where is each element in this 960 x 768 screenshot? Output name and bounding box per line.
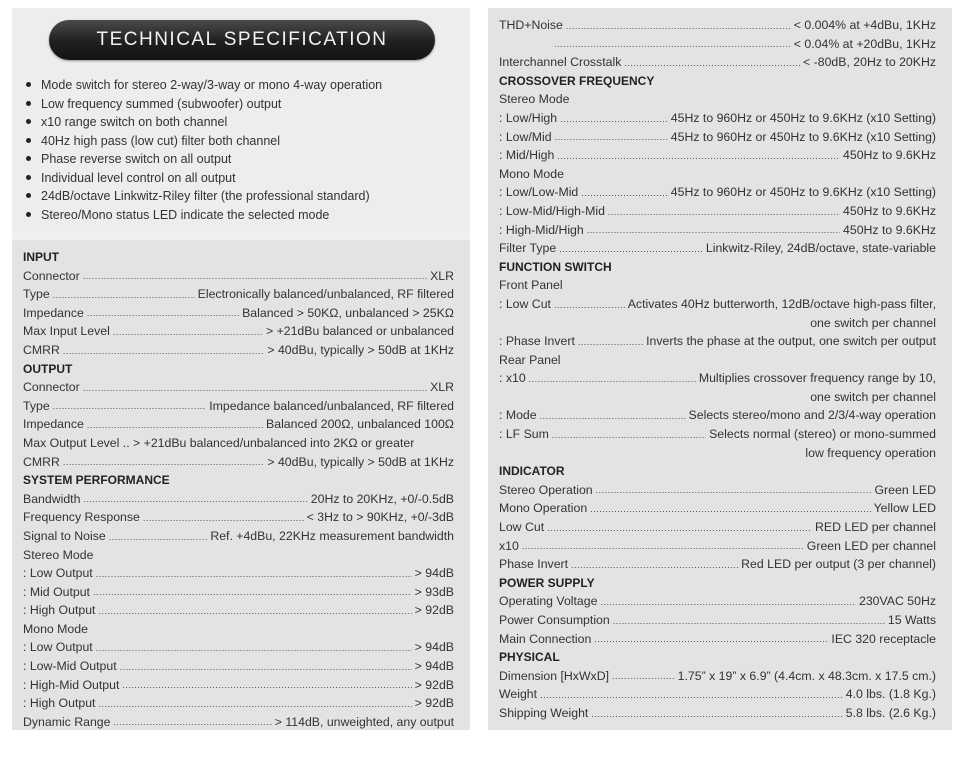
spec-value: < 3Hz to > 90KHz, +0/-3dB — [306, 510, 454, 525]
spec-continuation — [499, 388, 936, 407]
bullet-icon — [26, 119, 31, 124]
spec-row — [23, 676, 454, 695]
spec-label: Main Connection — [499, 631, 592, 646]
spec-row — [23, 657, 454, 676]
spec-row — [499, 555, 936, 574]
spec-label: Type — [23, 398, 50, 413]
spec-row — [23, 341, 454, 360]
spec-label: : LF Sum — [499, 427, 549, 442]
section-heading: CROSSOVER FREQUENCY — [499, 73, 655, 88]
spec-value: Green LED per channel — [806, 538, 936, 553]
section-heading: PHYSICAL — [499, 650, 560, 665]
spec-value: > 114dB, unweighted, any output — [274, 714, 454, 729]
bullet-icon — [26, 156, 31, 161]
section-heading: OUTPUT — [23, 361, 73, 376]
spec-value: < -80dB, 20Hz to 20KHz — [803, 55, 936, 70]
dot-leader — [87, 304, 239, 323]
feature-text: Individual level control on all output — [41, 170, 236, 185]
dot-leader — [596, 481, 872, 500]
dot-leader — [83, 378, 427, 397]
spec-row — [23, 490, 454, 509]
dot-leader — [143, 508, 304, 527]
spec-row — [23, 304, 454, 323]
spec-label: : Low-Mid/High-Mid — [499, 203, 605, 218]
dot-leader — [63, 341, 264, 360]
feature-item — [26, 95, 382, 114]
dot-leader — [522, 537, 804, 556]
spec-label: Rear Panel — [499, 352, 561, 367]
spec-value: low frequency operation — [805, 445, 936, 460]
dot-leader — [96, 638, 412, 657]
spec-value: Linkwitz-Riley, 24dB/octave, state-variable — [705, 241, 936, 256]
spec-label: Dimension [HxWxD] — [499, 668, 610, 683]
spec-row — [499, 704, 936, 723]
spec-label: Max Input Level — [23, 324, 110, 339]
dot-leader — [109, 527, 208, 546]
dot-leader — [594, 630, 828, 649]
spec-value: > 94dB — [414, 640, 454, 655]
spec-value: > 40dBu, typically > 50dB at 1KHz — [267, 454, 454, 469]
spec-row — [499, 35, 936, 54]
spec-value: 450Hz to 9.6KHz — [843, 203, 936, 218]
spec-value: Electronically balanced/unbalanced, RF filtered — [197, 287, 454, 302]
spec-row — [499, 16, 936, 35]
spec-row — [23, 285, 454, 304]
spec-value: Selects stereo/mono and 2/3/4-way operation — [688, 408, 936, 423]
spec-row — [499, 109, 936, 128]
spec-label: Shipping Weight — [499, 705, 589, 720]
dot-leader — [98, 601, 411, 620]
spec-row — [23, 638, 454, 657]
spec-row — [499, 221, 936, 240]
spec-row — [499, 53, 936, 72]
spec-row — [499, 518, 936, 537]
spec-label: Connector — [23, 380, 80, 395]
spec-label: : High-Mid Output — [23, 677, 120, 692]
dot-leader — [559, 239, 703, 258]
spec-panel-left — [12, 240, 470, 730]
dot-leader — [113, 322, 263, 341]
spec-label: CMRR — [23, 342, 60, 357]
spec-label: : Low Cut — [499, 296, 551, 311]
spec-panel-right — [488, 8, 952, 730]
spec-value: Yellow LED — [873, 501, 936, 516]
spec-label: Front Panel — [499, 278, 563, 293]
dot-leader — [613, 611, 885, 630]
dot-leader — [571, 555, 738, 574]
spec-row — [23, 527, 454, 546]
spec-value: < 0.04% at +20dBu, 1KHz — [793, 36, 936, 51]
spec-label: Max Output Level .. > +21dBu balanced/unbalanced into 2KΩ or greater — [23, 435, 415, 450]
spec-continuation — [499, 314, 936, 333]
page-title: TECHNICAL SPECIFICATION — [49, 20, 435, 60]
spec-row — [499, 369, 936, 388]
dot-leader — [600, 592, 856, 611]
spec-value: 45Hz to 960Hz or 450Hz to 9.6KHz (x10 Setting) — [670, 129, 936, 144]
feature-item — [26, 113, 382, 132]
spec-label: : High Output — [23, 603, 96, 618]
spec-row — [23, 601, 454, 620]
spec-label: Bandwidth — [23, 491, 81, 506]
spec-label: Mono Operation — [499, 501, 588, 516]
spec-value: 5.8 lbs. (2.6 Kg.) — [845, 705, 936, 720]
feature-item — [26, 187, 382, 206]
feature-list — [26, 76, 382, 224]
spec-label: : Mid/High — [499, 148, 555, 163]
section-heading: INDICATOR — [499, 464, 565, 479]
dot-leader — [93, 583, 412, 602]
dot-leader — [53, 397, 207, 416]
feature-item — [26, 76, 382, 95]
section-heading: POWER SUPPLY — [499, 575, 595, 590]
spec-row — [23, 415, 454, 434]
feature-text: x10 range switch on both channel — [41, 115, 228, 129]
feature-item — [26, 206, 382, 225]
dot-leader — [587, 221, 840, 240]
spec-row — [23, 713, 454, 732]
spec-rows-left — [23, 248, 454, 731]
spec-row — [23, 453, 454, 472]
feature-text: Mode switch for stereo 2-way/3-way or mono 4-way operation — [41, 78, 383, 92]
spec-value: Balanced 200Ω, unbalanced 100Ω — [266, 417, 454, 432]
spec-label: Connector — [23, 268, 80, 283]
spec-value: Multiplies crossover frequency range by 10, — [698, 371, 936, 386]
features-box — [12, 8, 470, 232]
dot-leader — [547, 518, 812, 537]
spec-subheading — [23, 546, 454, 565]
spec-value: 1.75” x 19” x 6.9” (4.4cm. x 48.3cm. x 17.5 cm.) — [677, 668, 936, 683]
spec-row — [499, 592, 936, 611]
spec-row — [499, 202, 936, 221]
spec-label: : Low/Mid — [499, 129, 552, 144]
dot-leader — [554, 35, 791, 54]
dot-leader — [578, 332, 643, 351]
dot-leader — [63, 453, 264, 472]
spec-value: Impedance balanced/unbalanced, RF filtered — [209, 398, 454, 413]
spec-value: > 92dB — [414, 603, 454, 618]
spec-subheading — [23, 434, 454, 453]
spec-label: Phase Invert — [499, 557, 569, 572]
spec-value: 230VAC 50Hz — [858, 594, 936, 609]
spec-value: > 93dB — [414, 584, 454, 599]
spec-label: : Low/High — [499, 110, 558, 125]
spec-row — [499, 406, 936, 425]
spec-label: x10 — [499, 538, 519, 553]
dot-leader — [540, 406, 686, 425]
spec-label: Filter Type — [499, 241, 557, 256]
spec-label: Type — [23, 287, 50, 302]
spec-row — [23, 508, 454, 527]
spec-value: > 92dB — [414, 677, 454, 692]
spec-row — [23, 378, 454, 397]
spec-value: Activates 40Hz butterworth, 12dB/octave high-pass filter, — [627, 296, 936, 311]
spec-row — [23, 583, 454, 602]
dot-leader — [555, 128, 668, 147]
left-column — [12, 8, 470, 730]
spec-label: : Low-Mid Output — [23, 659, 117, 674]
bullet-icon — [26, 82, 31, 87]
spec-row — [499, 667, 936, 686]
dot-leader — [98, 694, 411, 713]
spec-row — [23, 322, 454, 341]
dot-leader — [624, 53, 800, 72]
bullet-icon — [26, 138, 31, 143]
spec-label: Operating Voltage — [499, 594, 598, 609]
spec-row — [499, 630, 936, 649]
spec-value: 20Hz to 20KHz, +0/-0.5dB — [310, 491, 454, 506]
section-heading: INPUT — [23, 250, 59, 264]
spec-label: : Low Output — [23, 566, 93, 581]
spec-value: IEC 320 receptacle — [831, 631, 936, 646]
dot-leader — [53, 285, 195, 304]
spec-value: XLR — [430, 268, 454, 283]
dot-leader — [566, 16, 791, 35]
spec-label: : High Output — [23, 696, 96, 711]
section-heading: SYSTEM PERFORMANCE — [23, 473, 170, 488]
spec-label: Stereo Operation — [499, 482, 593, 497]
spec-subheading — [499, 276, 936, 295]
spec-value: > 94dB — [414, 566, 454, 581]
spec-label: Interchannel Crosstalk — [499, 55, 622, 70]
spec-label: Stereo Mode — [23, 547, 94, 562]
spec-label: Frequency Response — [23, 510, 140, 525]
dot-leader — [590, 499, 870, 518]
spec-row — [499, 146, 936, 165]
spec-value: 45Hz to 960Hz or 450Hz to 9.6KHz (x10 Setting) — [670, 110, 936, 125]
spec-row — [499, 537, 936, 556]
spec-value: Ref. +4dBu, 22KHz measurement bandwidth — [210, 528, 454, 543]
spec-label: : Mid Output — [23, 584, 90, 599]
spec-value: Red LED per output (3 per channel) — [741, 557, 936, 572]
dot-leader — [557, 146, 840, 165]
spec-value: 450Hz to 9.6KHz — [843, 222, 936, 237]
dot-leader — [120, 657, 412, 676]
section-heading: FUNCTION SWITCH — [499, 259, 612, 274]
spec-continuation — [499, 444, 936, 463]
spec-label: Signal to Noise — [23, 528, 106, 543]
dot-leader — [83, 490, 307, 509]
spec-subheading — [499, 351, 936, 370]
spec-label: THD+Noise — [499, 18, 563, 32]
spec-row — [23, 397, 454, 416]
spec-label: Power Consumption — [499, 613, 610, 627]
spec-label: : Low/Low-Mid — [499, 185, 579, 200]
feature-text: Stereo/Mono status LED indicate the selected mode — [41, 207, 330, 222]
spec-label: Weight — [499, 687, 538, 702]
dot-leader — [554, 295, 625, 314]
spec-row — [499, 425, 936, 444]
dot-leader — [529, 369, 696, 388]
spec-label: Impedance — [23, 305, 84, 320]
dot-leader — [96, 564, 412, 583]
spec-label: Mono Mode — [499, 166, 564, 181]
spec-value: 15 Watts — [887, 613, 936, 627]
dot-leader — [581, 183, 668, 202]
dot-leader — [608, 202, 840, 221]
spec-value: 4.0 lbs. (1.8 Kg.) — [845, 687, 936, 702]
bullet-icon — [26, 212, 31, 217]
spec-row — [499, 499, 936, 518]
spec-rows-right — [499, 16, 936, 723]
dot-leader — [560, 109, 668, 128]
spec-label: Mono Mode — [23, 621, 88, 636]
spec-row — [499, 128, 936, 147]
spec-row — [499, 239, 936, 258]
feature-item — [26, 169, 382, 188]
spec-value: > 92dB — [414, 696, 454, 711]
spec-label: : Mode — [499, 408, 537, 423]
spec-label: Low Cut — [499, 520, 545, 535]
dot-leader — [122, 676, 411, 695]
spec-label: : x10 — [499, 371, 526, 386]
spec-row — [499, 481, 936, 500]
dot-leader — [540, 685, 843, 704]
spec-row — [499, 295, 936, 314]
spec-row — [23, 267, 454, 286]
spec-value: > +21dBu balanced or unbalanced — [265, 324, 454, 339]
spec-value: Green LED — [874, 482, 936, 497]
spec-label: : Phase Invert — [499, 334, 575, 349]
spec-value: one switch per channel — [810, 389, 936, 404]
spec-label: CMRR — [23, 454, 60, 469]
dot-leader — [83, 267, 427, 286]
spec-row — [499, 611, 936, 630]
dot-leader — [612, 667, 675, 686]
spec-label: : Low Output — [23, 640, 93, 655]
spec-row — [499, 332, 936, 351]
bullet-icon — [26, 175, 31, 180]
spec-value: one switch per channel — [810, 315, 936, 330]
spec-value: > 40dBu, typically > 50dB at 1KHz — [267, 342, 454, 357]
feature-item — [26, 132, 382, 151]
spec-subheading — [499, 165, 936, 184]
spec-label: : High-Mid/High — [499, 222, 584, 237]
spec-row — [499, 183, 936, 202]
dot-leader — [552, 425, 706, 444]
spec-value: RED LED per channel — [815, 520, 936, 535]
spec-subheading — [23, 620, 454, 639]
spec-label: Impedance — [23, 417, 84, 432]
spec-value: 450Hz to 9.6KHz — [843, 148, 936, 163]
feature-text: 40Hz high pass (low cut) filter both channel — [41, 133, 281, 148]
spec-value: Balanced > 50KΩ, unbalanced > 25KΩ — [242, 305, 454, 320]
dot-leader — [591, 704, 842, 723]
spec-row — [23, 564, 454, 583]
spec-subheading — [499, 90, 936, 109]
feature-item — [26, 150, 382, 169]
spec-row — [23, 694, 454, 713]
spec-value: XLR — [430, 380, 454, 395]
spec-label: Stereo Mode — [499, 92, 570, 107]
bullet-icon — [26, 101, 31, 106]
dot-leader — [87, 415, 263, 434]
feature-text: Low frequency summed (subwoofer) output — [41, 96, 282, 111]
spec-label: Dynamic Range — [23, 714, 111, 729]
spec-row — [499, 685, 936, 704]
spec-value: Selects normal (stereo) or mono-summed — [709, 427, 936, 442]
bullet-icon — [26, 193, 31, 198]
feature-text: Phase reverse switch on all output — [41, 152, 232, 166]
feature-text: 24dB/octave Linkwitz-Riley filter (the professional standard) — [41, 189, 370, 203]
spec-value: 45Hz to 960Hz or 450Hz to 9.6KHz (x10 Setting) — [670, 185, 936, 200]
spec-value: Inverts the phase at the output, one switch per output — [646, 334, 936, 349]
spec-value: < 0.004% at +4dBu, 1KHz — [793, 18, 936, 32]
spec-value: > 94dB — [414, 659, 454, 674]
dot-leader — [113, 713, 271, 732]
